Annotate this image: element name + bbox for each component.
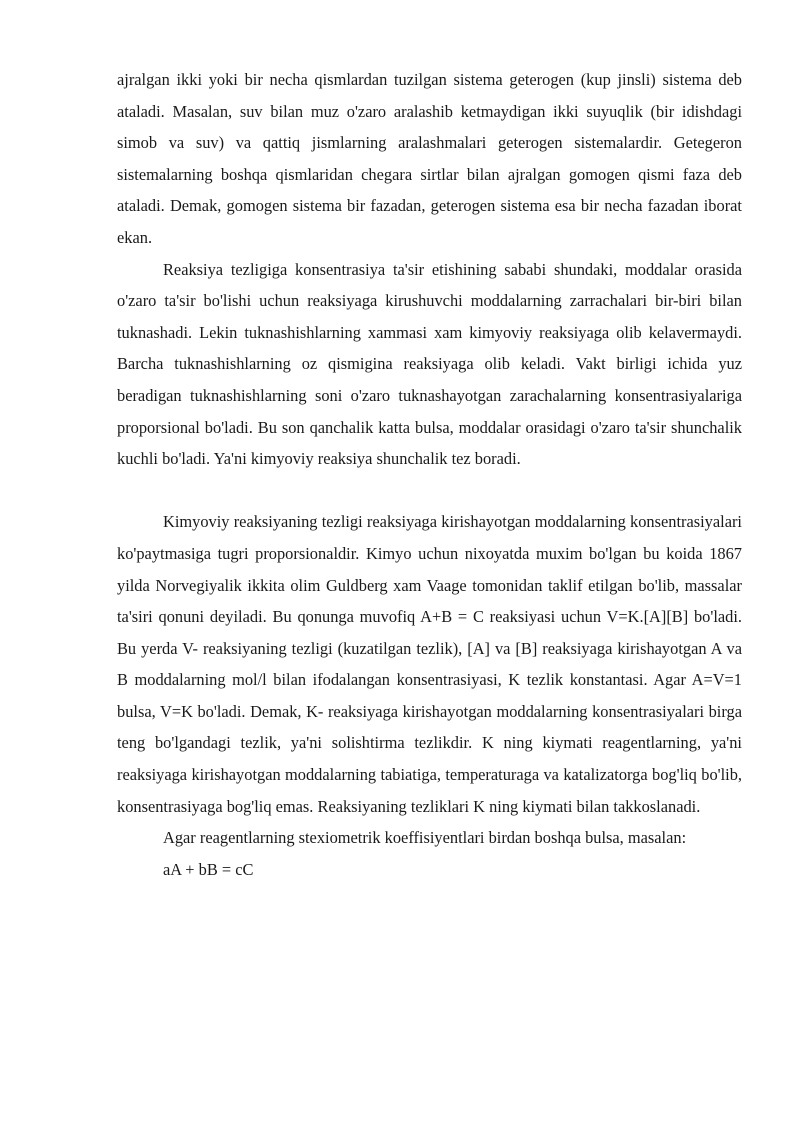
- paragraph-spacer: [117, 475, 742, 507]
- reaction-formula: aA + bB = cC: [163, 859, 254, 879]
- paragraph-concentration-effect: Reaksiya tezligiga konsentrasiya ta'sir etishining sababi shundaki, moddalar orasida o'zaro ta'sir bo'lishi uchun reaksiyaga kirushuvchi moddalarning zarrachalari bir-biri bilan tuknashadi. Lekin tuknashishlarning xammasi xam kimyoviy reaksiyaga olib kelavermaydi. Barcha tuknashishlarning oz qismigina reaksiyaga olib keladi. Vakt birligi ichida yuz beradigan tuknashishlarning soni o'zaro tuknashayotgan zarachalarning konsentrasiyalariga proporsional bo'ladi. Bu son qanchalik katta bulsa, moddalar orasidagi o'zaro ta'sir shunchalik kuchli bo'ladi. Ya'ni kimyoviy reaksiya shunchalik tez boradi.: [117, 259, 742, 469]
- paragraph-mass-action-law: Kimyoviy reaksiyaning tezligi reaksiyaga kirishayotgan moddalarning konsentrasiyalari ko'paytmasiga tugri proporsionaldir. Kimyo uchun nixoyatda muxim bo'lgan bu koida 1867 yilda Norvegiyalik ikkita olim Guldberg xam Vaage tomonidan taklif etilgan bo'lib, massalar ta'siri qonuni deyiladi. Bu qonunga muvofiq A+B = C reaksiyasi uchun V=K.[A][B] bo'ladi. Bu yerda V- reaksiyaning tezligi (kuzatilgan tezlik), [A] va [B] reaksiyaga kirishayotgan A va B moddalarning mol/l bilan ifodalangan konsentrasiyasi, K tezlik konstantasi. Agar A=V=1 bulsa, V=K bo'ladi. Demak, K- reaksiyaga kirishayotgan moddalarning konsentrasiyalari birga teng bo'lgandagi tezlik, ya'ni solishtirma tezlikdir. K ning kiymati reagentlarning, ya'ni reaksiyaga kirishayotgan moddalarning tabiatiga, temperaturaga va katalizatorga bog'liq bo'lib, konsentrasiyaga bog'liq emas. Reaksiyaning tezliklari K ning kiymati bilan takkoslanadi.: [117, 512, 742, 816]
- document-page: [117, 64, 742, 885]
- paragraph-stoichiometric-coefficients: Agar reagentlarning stexiometrik koeffisiyentlari birdan boshqa bulsa, masalan:: [163, 828, 687, 848]
- paragraph-heterogeneous-system: ajralgan ikki yoki bir necha qismlardan tuzilgan sistema geterogen (kup jinsli) sistema deb ataladi. Masalan, suv bilan muz o'zaro aralashib ketmaydigan ikki suyuqlik (bir idishdagi simob va suv) va qattiq jismlarning aralashmalari geterogen sistemalardir. Getegeron sistemalarning boshqa qismlaridan chegara sirtlar bilan ajralgan gomogen qismi faza deb ataladi. Demak, gomogen sistema bir fazadan, geterogen sistema esa bir necha fazadan iborat ekan.: [117, 70, 742, 247]
